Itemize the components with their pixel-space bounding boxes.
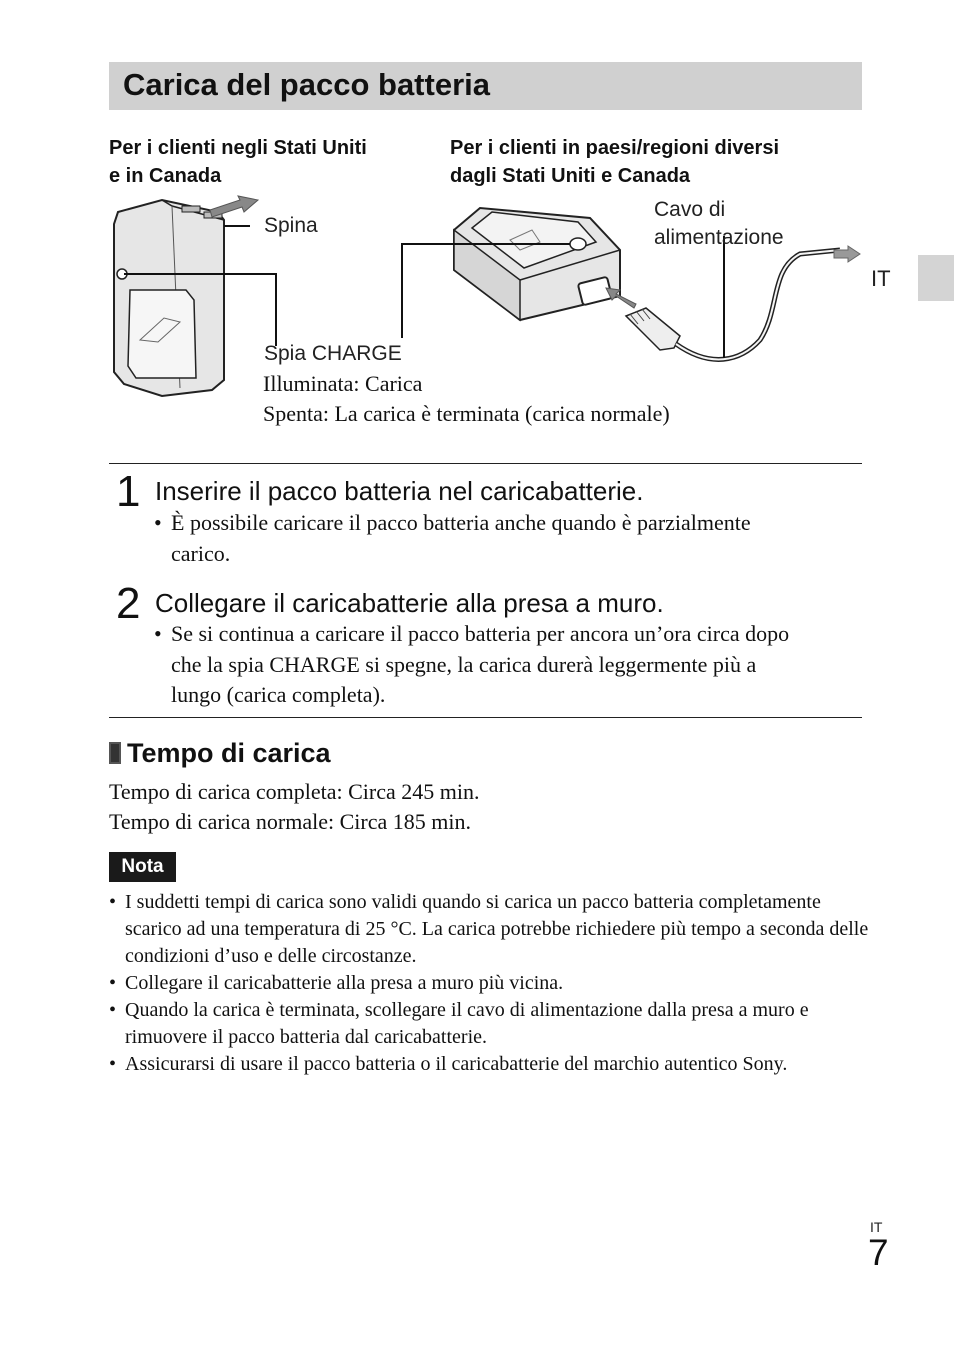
note-badge: Nota — [109, 852, 176, 882]
power-cord-label-line1: Cavo di — [654, 198, 726, 221]
charge-time-full: Tempo di carica completa: Circa 245 min. — [109, 779, 480, 804]
heading-other-line2: dagli Stati Uniti e Canada — [450, 165, 691, 187]
note-item-text: Collegare il caricabatterie alla presa a muro più vicina. — [125, 972, 564, 994]
step-2-note-line3: lungo (carica completa). — [171, 682, 386, 707]
bullet-icon: • — [154, 510, 162, 535]
heading-us-canada — [109, 134, 367, 190]
step-1-note-line1: È possibile caricare il pacco batteria anche quando è parzialmente — [171, 510, 751, 535]
page-language-code: IT — [870, 1219, 883, 1235]
step-2-title: Collegare il caricabatterie alla presa a muro. — [155, 588, 664, 618]
side-language-label: IT — [871, 266, 891, 291]
lamp-off-label: Spenta: La carica è terminata (carica normale) — [263, 401, 670, 426]
plug-label: Spina — [264, 214, 318, 237]
charge-lamp-label: Spia CHARGE — [264, 342, 402, 365]
bullet-icon: • — [109, 1053, 117, 1075]
charge-time-heading — [109, 738, 331, 769]
step-1-note — [154, 508, 751, 569]
bullet-icon: • — [154, 621, 162, 646]
step-2-number: 2 — [116, 579, 141, 628]
bullet-icon: • — [109, 999, 117, 1021]
charge-time-heading-text: Tempo di carica — [127, 738, 331, 768]
side-tab — [918, 255, 954, 301]
note-item — [109, 889, 879, 970]
step-1-note-line2: carico. — [171, 540, 231, 566]
lamp-on-label: Illuminata: Carica — [263, 371, 423, 396]
step-2-note — [154, 619, 790, 711]
page-title: Carica del pacco batteria — [123, 67, 490, 102]
plug-direction-arrow-icon — [210, 196, 258, 217]
note-item-text: I suddetti tempi di carica sono validi quando si carica un pacco batteria completamente scarico ad una temperatura di 25 °C. La carica potrebbe richiedere più tempo a seconda delle condizioni d’uso e delle circostanze. — [125, 891, 869, 967]
step-2-note-line2: che la spia CHARGE si spegne, la carica durerà leggermente più a — [171, 651, 757, 677]
step-1-number: 1 — [116, 467, 141, 516]
page-number: 7 — [868, 1232, 889, 1273]
title-bar — [109, 62, 862, 110]
power-cord-label-line2: alimentazione — [654, 226, 784, 249]
steps-bottom-rule — [109, 717, 862, 718]
power-cord-label — [654, 196, 784, 252]
step-2-note-line1: Se si continua a caricare il pacco batteria per ancora un’ora circa dopo — [171, 621, 790, 646]
steps-top-rule — [109, 463, 862, 464]
note-item-text: Assicurarsi di usare il pacco batteria o il caricabatterie del marchio autentico Sony. — [125, 1053, 788, 1075]
heading-other-line1: Per i clienti in paesi/regioni diversi — [450, 137, 780, 159]
charger-intl-icon — [454, 208, 620, 320]
note-list — [109, 889, 879, 1078]
step-1-title: Inserire il pacco batteria nel caricabatterie. — [155, 476, 644, 506]
charge-time-normal: Tempo di carica normale: Circa 185 min. — [109, 809, 471, 834]
note-item — [109, 997, 879, 1051]
bullet-icon: • — [109, 972, 117, 994]
bullet-icon: • — [109, 891, 117, 913]
heading-us-line1: Per i clienti negli Stati Uniti — [109, 137, 367, 159]
heading-other-regions — [450, 134, 779, 190]
section-marker-icon — [109, 742, 121, 764]
note-item — [109, 970, 879, 997]
charger-us-icon — [114, 200, 224, 396]
note-item — [109, 1051, 879, 1078]
power-cord-plug-icon — [626, 308, 680, 350]
heading-us-line2: e in Canada — [109, 165, 222, 187]
note-item-text: Quando la carica è terminata, scollegare il cavo di alimentazione dalla presa a muro e rimuovere il pacco batteria dal caricabatterie. — [125, 999, 809, 1048]
